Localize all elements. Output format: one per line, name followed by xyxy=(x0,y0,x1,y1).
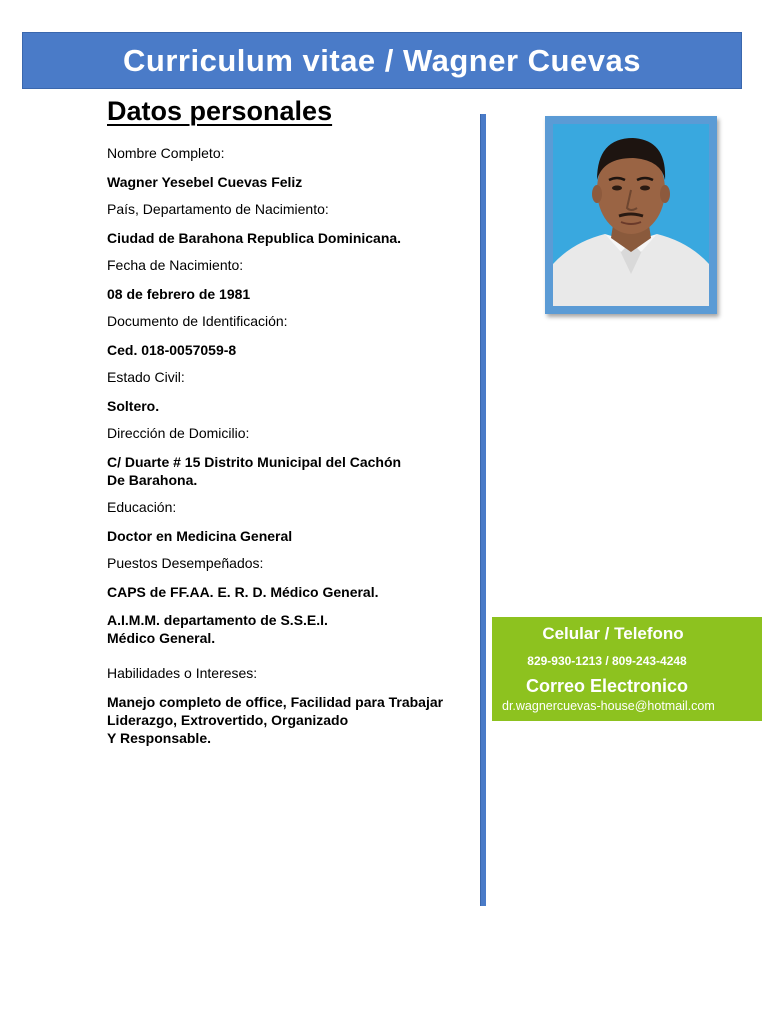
field-value: Ced. 018-0057059-8 xyxy=(107,342,237,358)
field-label: Nombre Completo: xyxy=(107,145,225,161)
email-address: dr.wagnercuevas-house@hotmail.com xyxy=(502,699,715,713)
section-heading: Datos personales xyxy=(107,96,333,126)
personal-data-list xyxy=(107,145,477,747)
phone-numbers: 829-930-1213 / 809-243-4248 xyxy=(527,654,687,668)
field-value: Manejo completo de office, Facilidad para Trabajar xyxy=(107,694,444,710)
vertical-divider xyxy=(480,114,486,906)
field-value: C/ Duarte # 15 Distrito Municipal del Cachón xyxy=(107,454,402,470)
field-value: Y Responsable. xyxy=(107,730,212,746)
field-value: Ciudad de Barahona Republica Dominicana. xyxy=(107,230,402,246)
field-label: Dirección de Domicilio: xyxy=(107,425,250,441)
field-value: Soltero. xyxy=(107,398,160,414)
field-label: Puestos Desempeñados: xyxy=(107,555,264,571)
document-title: Curriculum vitae / Wagner Cuevas xyxy=(123,42,641,78)
phone-heading: Celular / Telefono xyxy=(542,624,684,643)
field-value: Médico General. xyxy=(107,630,216,646)
field-value: Doctor en Medicina General xyxy=(107,528,293,544)
field-label: Fecha de Nacimiento: xyxy=(107,257,244,273)
profile-photo xyxy=(545,116,717,314)
field-value: Liderazgo, Extrovertido, Organizado xyxy=(107,712,349,728)
field-label: Estado Civil: xyxy=(107,369,185,385)
portrait-illustration xyxy=(553,124,709,306)
field-label: Educación: xyxy=(107,499,177,515)
field-label: Habilidades o Intereses: xyxy=(107,665,258,681)
field-value: Wagner Yesebel Cuevas Feliz xyxy=(107,174,303,190)
email-heading: Correo Electronico xyxy=(525,676,689,696)
field-value: 08 de febrero de 1981 xyxy=(107,286,251,302)
field-label: Documento de Identificación: xyxy=(107,313,288,329)
field-label: País, Departamento de Nacimiento: xyxy=(107,201,329,217)
field-value: A.I.M.M. departamento de S.S.E.I. xyxy=(107,612,328,628)
field-value: CAPS de FF.AA. E. R. D. Médico General. xyxy=(107,584,379,600)
field-value: De Barahona. xyxy=(107,472,198,488)
title-banner xyxy=(22,32,742,89)
contact-box xyxy=(492,617,762,721)
